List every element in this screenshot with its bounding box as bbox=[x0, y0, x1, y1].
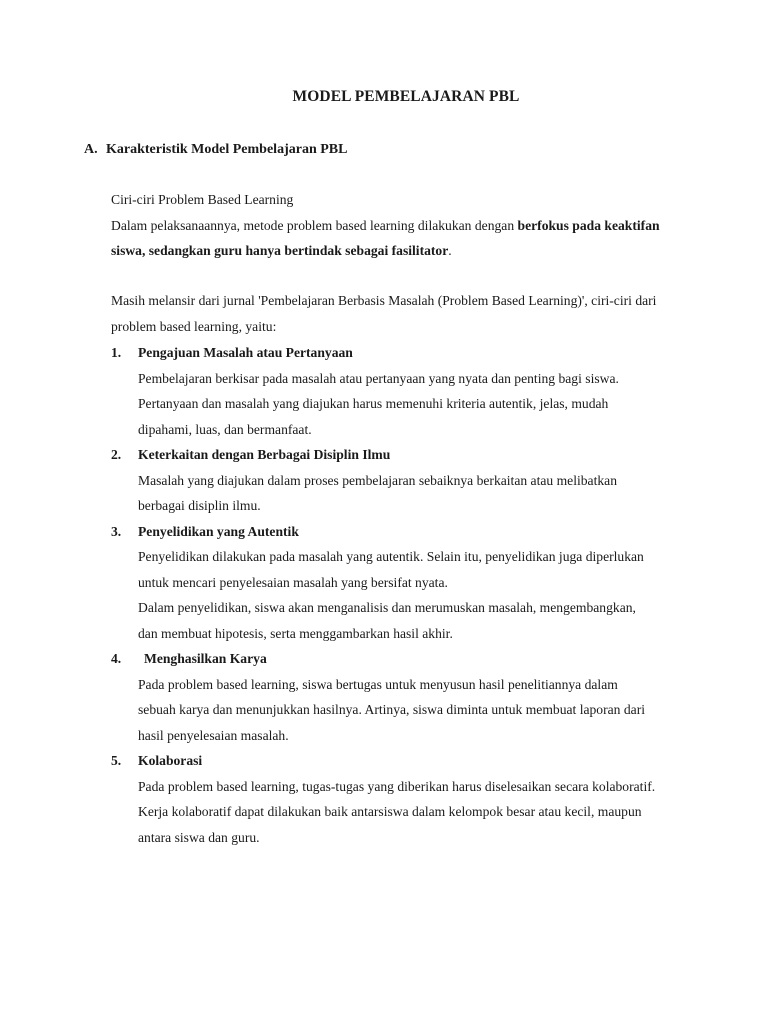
masih-paragraph bbox=[111, 288, 681, 339]
list-item bbox=[111, 340, 681, 442]
list-item bbox=[111, 748, 681, 850]
intro-lead: Dalam pelaksanaannya, metode problem based learning dilakukan dengan bbox=[111, 217, 518, 233]
list-item-heading bbox=[111, 340, 681, 366]
list-item-title: Menghasilkan Karya bbox=[144, 651, 267, 666]
section-heading-text: Karakteristik Model Pembelajaran PBL bbox=[106, 142, 348, 157]
list-item-title: Kolaborasi bbox=[138, 753, 203, 768]
intro-paragraph bbox=[111, 213, 681, 264]
list-item-title: Penyelidikan yang Autentik bbox=[138, 523, 299, 539]
list-item-number: 4. bbox=[111, 651, 122, 666]
masih-text: Masih melansir dari jurnal 'Pembelajaran Berbasis Masalah (Problem Based Learning)', ciri-ciri dari problem based learning, yaitu: bbox=[111, 293, 657, 334]
list-item-paragraph: Pembelajaran berkisar pada masalah atau pertanyaan yang nyata dan penting bagi siswa. Pertanyaan dan masalah yang diajukan harus memenuhi kriteria autentik, jelas, mudah dipahami, luas, dan bermanfaat. bbox=[138, 370, 619, 437]
list-item bbox=[111, 519, 681, 647]
intro-tail: . bbox=[448, 243, 452, 258]
list-item-body bbox=[111, 468, 658, 519]
page-title: MODEL PEMBELAJARAN PBL bbox=[292, 88, 520, 105]
list-item-title: Pengajuan Masalah atau Pertanyaan bbox=[138, 345, 353, 360]
list-item bbox=[111, 442, 681, 519]
list-item-heading bbox=[111, 442, 681, 468]
list-item-heading bbox=[111, 519, 681, 545]
list-item-paragraph: Penyelidikan dilakukan pada masalah yang autentik. Selain itu, penyelidikan juga diperlukan untuk mencari penyelesaian masalah yang bersifat nyata. bbox=[138, 549, 644, 590]
list-item-body bbox=[111, 672, 658, 749]
section-letter: A. bbox=[84, 142, 98, 157]
characteristics-list bbox=[111, 340, 681, 850]
list-item-body bbox=[111, 366, 658, 443]
list-item-paragraph: Masalah yang diajukan dalam proses pembelajaran sebaiknya berkaitan atau melibatkan berbagai disiplin ilmu. bbox=[138, 472, 617, 513]
list-item-number: 5. bbox=[111, 753, 122, 768]
list-item-paragraph: Pada problem based learning, tugas-tugas yang diberikan harus diselesaikan secara kolaboratif. Kerja kolaboratif dapat dilakukan baik antarsiswa dalam kelompok besar atau kecil, maupun antara siswa dan guru. bbox=[138, 778, 656, 845]
list-item bbox=[111, 646, 681, 748]
intro-bold-text: berfokus pada keaktifan siswa, sedangkan guru hanya bertindak sebagai fasilitator bbox=[111, 217, 660, 258]
list-item-heading bbox=[111, 748, 681, 774]
list-item-title: Keterkaitan dengan Berbagai Disiplin Ilmu bbox=[138, 447, 391, 462]
list-item-number: 1. bbox=[111, 345, 122, 360]
list-item-paragraph: Pada problem based learning, siswa bertugas untuk menyusun hasil penelitiannya dalam sebuah karya dan menunjukkan hasilnya. Artinya, siswa diminta untuk membuat laporan dari hasil penyelesaian masalah. bbox=[138, 676, 645, 743]
section-heading bbox=[84, 142, 347, 158]
intro-block bbox=[111, 187, 681, 264]
list-item-heading bbox=[111, 646, 681, 672]
list-item-paragraph: Dalam penyelidikan, siswa akan menganalisis dan merumuskan masalah, mengembangkan, dan membuat hipotesis, serta menggambarkan hasil akhir. bbox=[138, 600, 636, 641]
intro-subtitle: Ciri-ciri Problem Based Learning bbox=[111, 192, 294, 207]
list-item-body bbox=[111, 544, 658, 646]
list-item-number: 3. bbox=[111, 523, 122, 539]
list-item-number: 2. bbox=[111, 447, 122, 462]
list-item-body bbox=[111, 774, 658, 851]
